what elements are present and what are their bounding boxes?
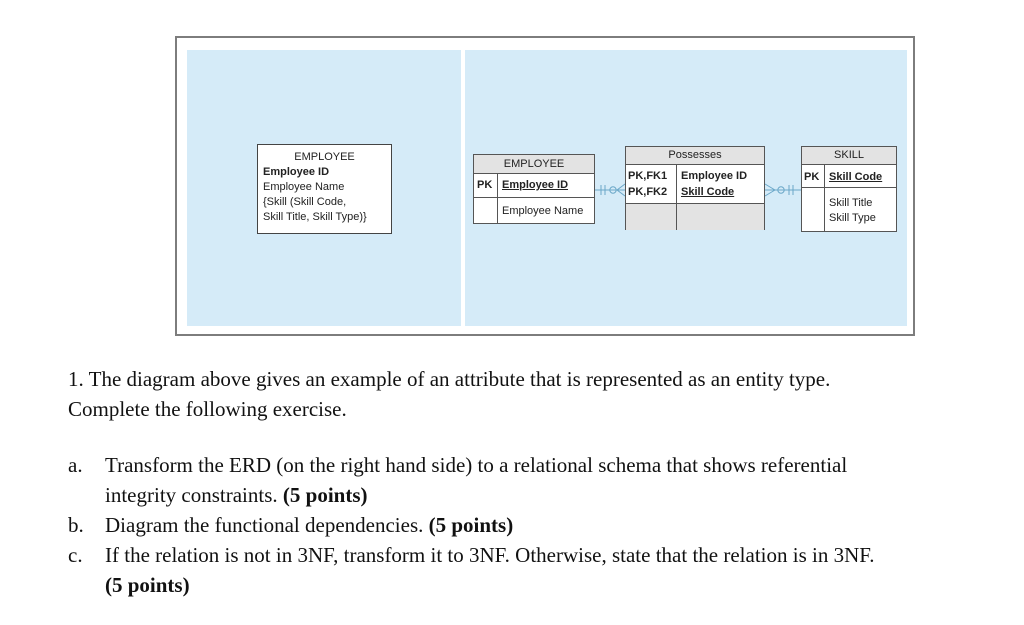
skill-title-attr: Skill Title <box>829 197 873 209</box>
attr-skill-line1: {Skill (Skill Code, <box>263 196 347 208</box>
skill-pk-attr: Skill Code <box>829 171 883 183</box>
item-b-label: b. <box>68 513 84 537</box>
possesses-key1-attr: Employee ID <box>681 170 748 182</box>
skill-pk-label: PK <box>804 171 820 183</box>
attr-skill-line2: Skill Title, Skill Type)} <box>263 211 367 223</box>
skill-entity <box>801 146 897 232</box>
item-c-line1: If the relation is not in 3NF, transform it to 3NF. Otherwise, state that the relation is in 3NF. <box>105 543 875 567</box>
possesses-key2-attr: Skill Code <box>681 186 735 198</box>
list-item-a <box>68 450 1008 510</box>
item-a-line1: Transform the ERD (on the right hand side) to a relational schema that shows referential <box>105 453 848 477</box>
employee-composite-entity <box>257 144 392 234</box>
item-c-label: c. <box>68 543 83 567</box>
item-a-label: a. <box>68 453 83 477</box>
possesses-key1-label: PK,FK1 <box>628 170 668 182</box>
list-item-b <box>68 510 1008 540</box>
item-b-points: (5 points) <box>428 513 514 537</box>
attr-employee-name: Employee Name <box>263 181 345 193</box>
possesses-entity <box>625 146 765 230</box>
attr-employee-id: Employee ID <box>263 166 330 178</box>
left-panel <box>187 50 461 326</box>
entity-title: EMPLOYEE <box>294 151 355 163</box>
possesses-title: Possesses <box>626 147 764 164</box>
item-b-line1: Diagram the functional dependencies. <box>105 513 424 537</box>
employee-pk-attr: Employee ID <box>502 179 569 191</box>
list-item-c <box>68 540 1018 600</box>
item-a-line2: integrity constraints. <box>105 483 278 507</box>
skill-type-attr: Skill Type <box>829 212 876 224</box>
question-line1: 1. The diagram above gives an example of an attribute that is represented as an entity type. <box>68 367 831 391</box>
right-panel <box>465 50 907 326</box>
employee-name-attr: Employee Name <box>502 205 584 217</box>
item-c-points: (5 points) <box>105 573 190 597</box>
erd-figure <box>175 36 915 336</box>
employee-title: EMPLOYEE <box>474 155 594 173</box>
skill-title: SKILL <box>802 147 896 164</box>
employee-pk-label: PK <box>477 179 493 191</box>
question-intro <box>68 364 1008 424</box>
item-a-points: (5 points) <box>282 483 368 507</box>
question-line2: Complete the following exercise. <box>68 397 347 421</box>
possesses-key2-label: PK,FK2 <box>628 186 668 198</box>
